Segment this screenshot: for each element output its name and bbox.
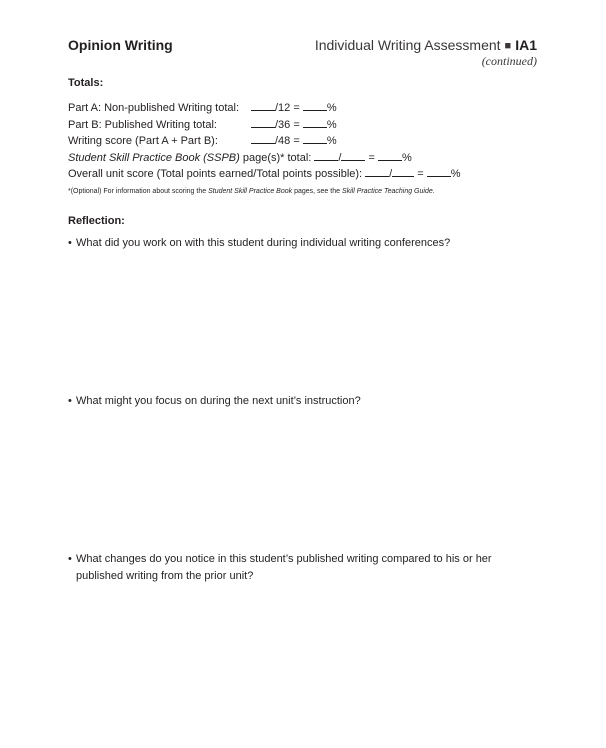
question-text: What changes do you notice in this student’s published writing compared to his or her published writing from the prior unit? [76,553,492,582]
assessment-title: Individual Writing Assessment [314,37,501,53]
writing-score-label: Writing score (Part A + Part B): [68,135,218,147]
subject-title: Opinion Writing [68,37,173,53]
equals-sign: = [368,151,375,164]
note-text: . [432,188,435,195]
part-b-max: /36 = [275,118,300,131]
equals-sign: = [417,168,424,180]
part-a-row [68,100,461,117]
slash: / [389,168,393,180]
reflection-question-2 [68,393,538,410]
note-guide-title: Skill Practice Teaching Guide [341,188,433,195]
writing-score-percent-field[interactable] [303,133,327,144]
assessment-code: IA1 [515,37,537,53]
totals-block [68,100,461,183]
percent-sign: % [326,135,337,147]
percent-sign: % [450,168,461,180]
sspb-possible-field[interactable] [341,150,365,161]
sspb-book-title: Student Skill Practice Book (SSPB) [68,151,240,164]
reflection-question-3 [68,551,538,584]
assessment-title-line [315,37,537,53]
part-a-points-field[interactable] [251,100,275,111]
optional-scoring-note [68,188,435,195]
assessment-header [315,37,537,69]
sspb-label: page(s)* total: [239,151,312,164]
bullet-icon: • [68,553,72,565]
part-b-percent-field[interactable] [303,117,327,128]
sspb-row [68,150,461,167]
question-text: What might you focus on during the next unit’s instruction? [76,395,361,407]
overall-score-label: Overall unit score (Total points earned/Total points possible): [68,168,363,180]
part-b-points-field[interactable] [251,117,275,128]
writing-score-row [68,133,461,150]
bullet-icon: • [68,395,72,407]
writing-score-max: /48 = [275,135,300,147]
overall-percent-field[interactable] [427,166,451,177]
part-a-label: Part A: Non-published Writing total: [68,102,239,114]
part-b-label: Part B: Published Writing total: [68,118,217,131]
bullet-icon: • [68,237,72,249]
part-a-percent-field[interactable] [303,100,327,111]
writing-score-points-field[interactable] [251,133,275,144]
percent-sign: % [326,102,337,114]
part-a-max: /12 = [275,102,300,114]
totals-heading: Totals: [68,77,104,89]
continued-label: (continued) [481,54,537,68]
reflection-question-1 [68,235,538,252]
sspb-earned-field[interactable] [314,150,338,161]
overall-possible-field[interactable] [392,166,414,177]
percent-sign: % [402,151,412,164]
separator-square-icon: ■ [504,40,512,52]
note-text: *(Optional) For information about scoring the [68,188,209,195]
note-text: pages, see the [292,188,342,195]
overall-score-row [68,166,461,183]
note-book-title: Student Skill Practice Book [208,188,293,195]
sspb-percent-field[interactable] [378,150,402,161]
question-text: What did you work on with this student during individual writing conferences? [76,237,451,249]
slash: / [338,151,342,164]
part-b-row [68,117,461,134]
percent-sign: % [326,118,337,131]
reflection-heading: Reflection: [68,215,125,227]
overall-earned-field[interactable] [365,166,389,177]
